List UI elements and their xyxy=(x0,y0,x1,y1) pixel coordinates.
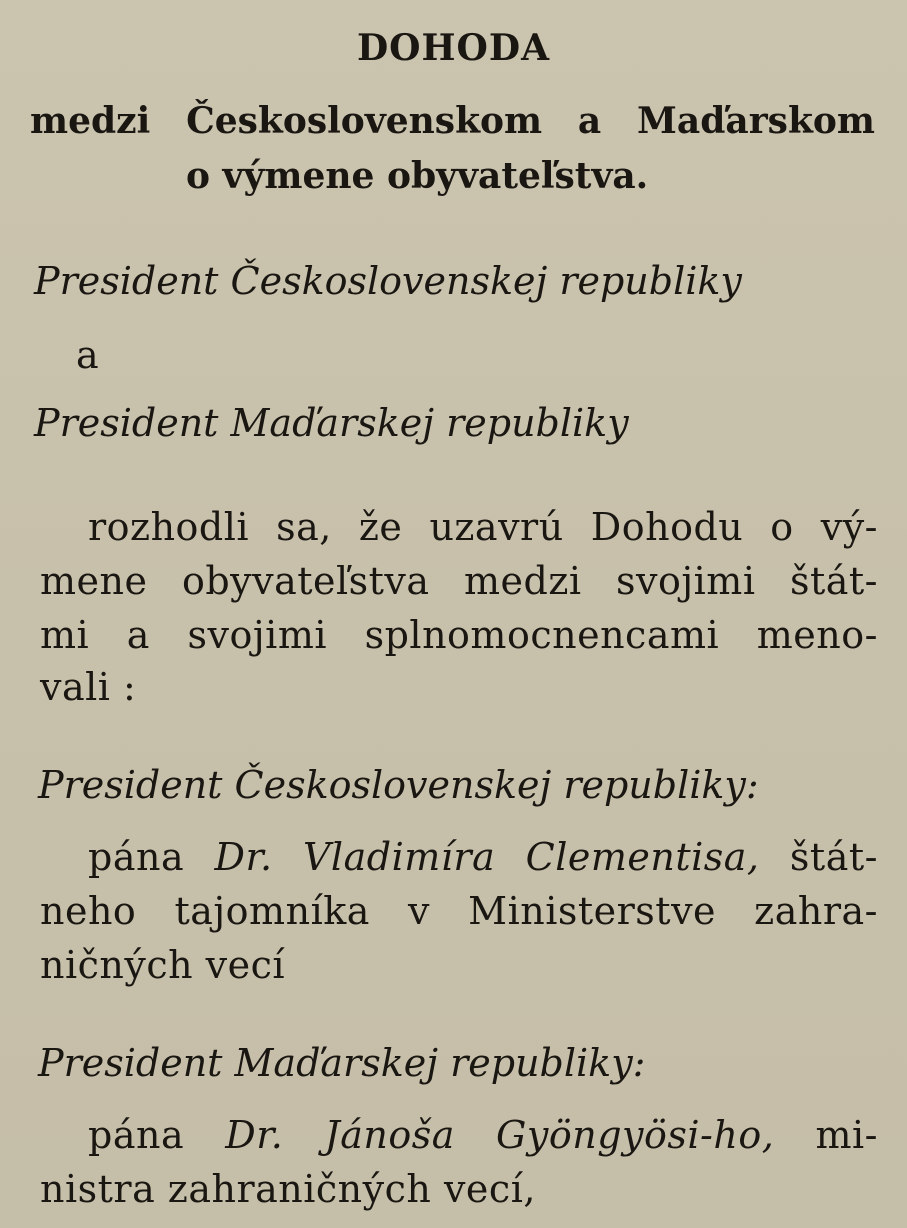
party-2-heading: President Maďarskej republiky xyxy=(34,401,629,445)
delegate-2-heading: President Maďarskej republiky: xyxy=(38,1041,646,1085)
delegate-1-heading: President Československej republiky: xyxy=(38,763,759,807)
delegate-1-suffix: štát- xyxy=(759,835,878,879)
decision-line-2: mene obyvateľstva medzi svojimi štát- xyxy=(40,559,878,603)
subtitle-line-1: medzi Československom a Maďarskom xyxy=(30,100,875,142)
delegate-1-line-2: neho tajomníka v Ministerstve zahra- xyxy=(40,889,878,933)
decision-line-4: vali : xyxy=(40,665,137,709)
delegate-2-prefix: pána xyxy=(88,1113,226,1157)
delegate-1-line-1 xyxy=(88,835,878,879)
delegate-2-suffix: mi- xyxy=(774,1113,878,1157)
delegate-1-name: Dr. Vladimíra Clementisa, xyxy=(214,835,760,879)
delegate-2-line-1 xyxy=(88,1113,878,1157)
delegate-1-prefix: pána xyxy=(88,835,215,879)
decision-line-3: mi a svojimi splnomocnencami meno- xyxy=(40,613,878,657)
delegate-2-line-2: nistra zahraničných vecí, xyxy=(40,1167,536,1211)
decision-line-1: rozhodli sa, že uzavrú Dohodu o vý- xyxy=(88,505,878,549)
conjunction: a xyxy=(76,333,100,377)
delegate-2-name: Dr. Jánoša Gyöngyösi-ho, xyxy=(225,1113,775,1157)
delegate-1-line-3: ničných vecí xyxy=(40,943,286,987)
document-title: DOHODA xyxy=(356,27,551,69)
party-1-heading: President Československej republiky xyxy=(34,259,742,303)
subtitle-line-2: o výmene obyvateľstva. xyxy=(186,155,649,197)
